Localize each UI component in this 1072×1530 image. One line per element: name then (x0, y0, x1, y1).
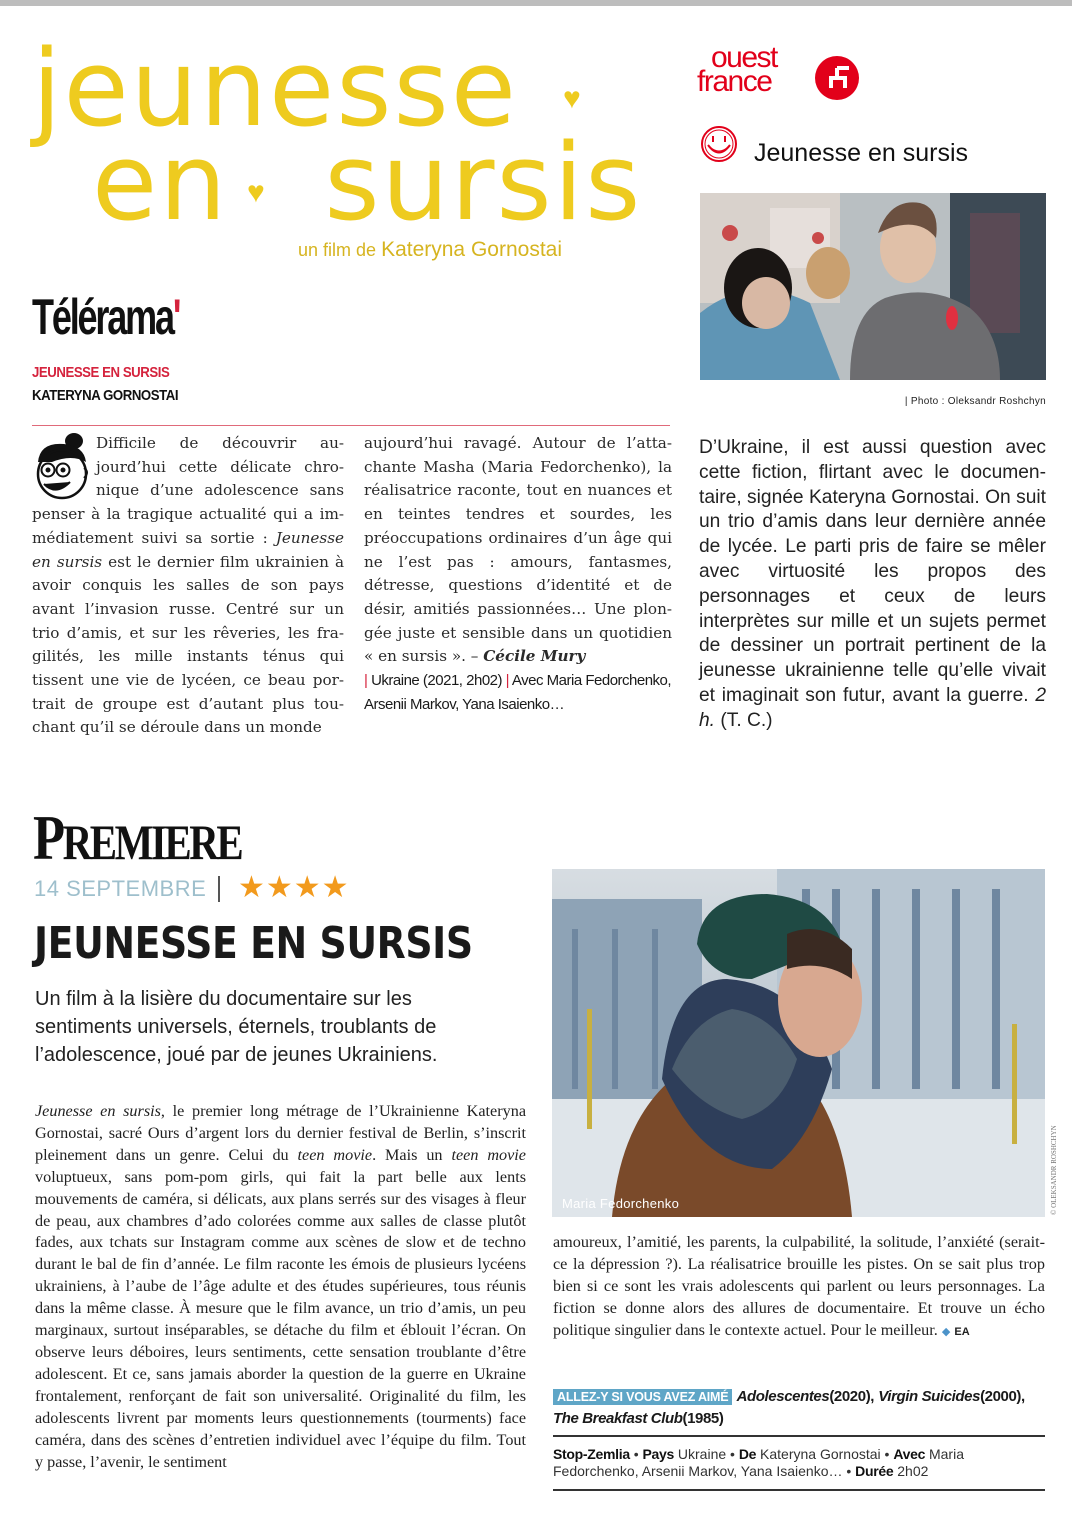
fact-cast: Maria Fedorchenko, Arsenii Markov, Yana Isaienko… (553, 1446, 964, 1479)
fact-label: Durée (855, 1463, 894, 1479)
fact-label: Avec (893, 1446, 926, 1462)
diamond-icon: ◆ (941, 1325, 951, 1338)
film-title-italic: Jeunesse en sursis (32, 528, 344, 571)
film-title-italic: Jeunesse en sursis (35, 1102, 161, 1120)
bullet: • (846, 1463, 852, 1479)
separator: | (364, 672, 368, 690)
review-text: est le dernier film ukrainien à avoir conquis les salles de son pays avant l’invasion russe. Centré sur un trio d’amis, et sur les rêveries, les fragilités, les mille instants ténus qui tissent une vie de lycéen, ce beau portrait de groupe est d’autant plus touchant qu’il se déroule dans un monde (32, 552, 344, 737)
review-text: amoureux, l’amitié, les parents, la culpabilité, la solitude, l’anxiété (serait-ce la dépression ?). La réalisatrice brouille les pistes. On se sait plus trop bien si ce sont les vrais adolescents qui parlent ou leurs personnages. La fiction se donne alors des allures de documentaire. Et trouve un écho politique singulier dans le contexte actuel. Pour le meilleur. (553, 1233, 1045, 1339)
film-still-classroom-image (700, 193, 1046, 380)
premiere-review-col-2 (553, 1232, 1045, 1344)
review-text: , le premier long métrage de l’Ukrainienne Kateryna Gornostai, sacré Ours d’argent lors du dernier festival de Berlin, s’inscrit pleinement dans un genre. Celui du (35, 1102, 526, 1164)
bullet: • (884, 1446, 890, 1462)
byline-prefix: un film de (298, 240, 377, 260)
heart-icon: ♥ (247, 176, 265, 209)
distributor: Stop-Zemlia (553, 1446, 630, 1462)
bullet: • (633, 1446, 639, 1462)
telerama-review-col-1 (32, 432, 344, 740)
divider (553, 1489, 1045, 1491)
release-date: 14 SEPTEMBRE (34, 876, 207, 901)
review-text: D’Ukraine, il est aussi question avec cette fiction, flirtant avec le documentaire, signée Kateryna Gornostai. On suit un trio d’amis dans leur dernière année de lycée. Le parti pris de faire se mêler avec virtuosité les propos des personnages et ceux de leurs interprètes sur mille et un sujets permet de dessiner un portrait pertinent de la jeunesse ukrainienne telle qu’elle vivait et imaginait son futur, avant la guerre. (699, 437, 1046, 706)
fact-label: De (738, 1446, 757, 1462)
photo-credit: | Photo : Oleksandr Roshchyn (904, 396, 1046, 407)
film-still-maria-fedorchenko-image (552, 869, 1045, 1217)
telerama-director: KATERYNA GORNOSTAI (32, 387, 179, 404)
duration: 2 h. (699, 684, 1046, 731)
poster-title-line-1: jeunesse (32, 27, 518, 150)
top-border (0, 0, 1072, 6)
review-text: Difficile de découvrir aujourd’hui cette délicate chronique d’une adolescence sans penser à la tragique actualité qui a immédiatement suivi sa sortie : (32, 434, 344, 547)
reco-year: (2020) (829, 1388, 871, 1405)
premiere-lede: Un film à la lisière du documentaire sur les sentiments universels, éternels, troublants de l’adolescence, joué par de jeunes Ukrainiens. (35, 988, 438, 1066)
logo-rest: REMIERE (62, 814, 242, 870)
genre-italic: teen movie (451, 1145, 526, 1164)
premiere-review-col-1 (35, 1101, 526, 1473)
film-facts (553, 1446, 1045, 1480)
credits-country: Ukraine (2021, 2h02) (371, 672, 502, 690)
signature: EA (954, 1325, 970, 1338)
telerama-logo (32, 288, 179, 346)
logo-initial: P (33, 802, 63, 873)
fact-label: Pays (642, 1446, 675, 1462)
smiley-icon (699, 124, 739, 164)
premiere-logo (33, 802, 242, 873)
fact-duration: 2h02 (897, 1463, 929, 1479)
reco-year: (1985) (682, 1410, 724, 1427)
telerama-logo-tick: ' (172, 289, 180, 345)
logo-word-france: france (697, 65, 772, 98)
review-text: voluptueux, sans pom-pom girls, qui fait la part belle aux lents mouvements de caméra, si délicats, aux plans serrés sur des visages à fleur de peau, aux chambres d’ado colorées comme aux salles de classe plutôt fades, aux tchats sur Instagram comme aux scènes de slow et de techno durant le bal de fin d’année. Le film raconte les émois de plusieurs lycéens ukrainiens, à l’aube de l’âge adulte et des études supérieures, tous réunis dans la même classe. À mesure que le film avance, un trio d’amis, un peu marginaux, surtout inséparables, se détache du film et éblouit l’écran. On observe leurs déboires, leurs sentiments, cette sensation troublante d’être adolescent. Et ce, sans jamais aborder la question de la guerre en Ukraine frontalement, renforçant de fait son universalité. Originalité du film, les adolescents livrent par moments leurs questionnements (tourments) face caméra, dans des scènes d’entretien individuel avec l’équipe du film. Tout y passe, l’avenir, le sentiment (35, 1167, 526, 1471)
reco-year: (2000) (980, 1388, 1022, 1405)
telerama-review-col-2 (364, 432, 672, 716)
reco-film: The Breakfast Club (553, 1410, 683, 1427)
poster-title-sursis: sursis (324, 121, 643, 244)
fact-country: Ukraine (677, 1446, 727, 1462)
poster-title-en: en (92, 121, 229, 244)
poster-title-line-2 (92, 121, 643, 244)
signature: (T. C.) (715, 709, 773, 731)
critic-name: Cécile Mury (483, 647, 586, 666)
ouest-france-emblem-icon (815, 56, 859, 100)
review-text: aujourd’hui ravagé. Autour de l’attachante Masha (Maria Fedorchenko), la réalisatrice raconte, tout en nuances et en teintes tendres et sourdes, les préoccupations ordinaires d’un âge qui ne l’est pas : amours, fantasmes, détresse, questions d’identité et de désir, amitiés passionnées… Une plongée juste et sensible dans un quotidien « en sursis ». – (364, 434, 672, 666)
mascot-face-icon (32, 432, 92, 502)
reco-tag: ALLEZ-Y SI VOUS AVEZ AIMÉ (553, 1389, 732, 1405)
telerama-logo-text: Télérama (32, 289, 173, 345)
ouest-france-review (699, 436, 1046, 734)
telerama-credits (364, 669, 672, 716)
poster-byline (298, 238, 562, 262)
ouest-france-logo (697, 41, 867, 106)
reco-film: Virgin Suicides (878, 1388, 981, 1405)
divider (553, 1435, 1045, 1437)
fact-director: Kateryna Gornostai (760, 1446, 881, 1462)
divider (32, 425, 670, 426)
photo-caption: Maria Fedorchenko (562, 1196, 680, 1211)
credits-cast: Avec Maria Fedorchenko, Arsenii Markov, Yana Isaienko… (364, 672, 672, 713)
reco-film: Adolescentes (736, 1388, 830, 1405)
byline-director: Kateryna Gornostai (381, 238, 562, 261)
review-text: . Mais un (372, 1145, 452, 1164)
genre-italic: teen movie (297, 1145, 373, 1164)
heart-icon: ♥ (563, 82, 581, 115)
premiere-film-title: JEUNESSE EN SURSIS (34, 918, 473, 969)
ouest-france-film-title: Jeunesse en sursis (754, 139, 969, 167)
logo-word-ouest: ouest (711, 41, 777, 74)
photo-credit: © OLEKSANDR ROSHCHYN (1050, 1125, 1058, 1215)
telerama-film-title: JEUNESSE EN SURSIS (32, 364, 170, 381)
separator (218, 876, 220, 902)
recommendations: ALLEZ-Y SI VOUS AVEZ AIMÉ Adolescentes(2020), Virgin Suicides(2000), The Breakfast Club(1985) (553, 1388, 1025, 1427)
bullet: • (730, 1446, 735, 1462)
star-icons: ★★★★ (238, 871, 350, 904)
separator: | (505, 672, 510, 690)
star-rating (238, 870, 350, 905)
